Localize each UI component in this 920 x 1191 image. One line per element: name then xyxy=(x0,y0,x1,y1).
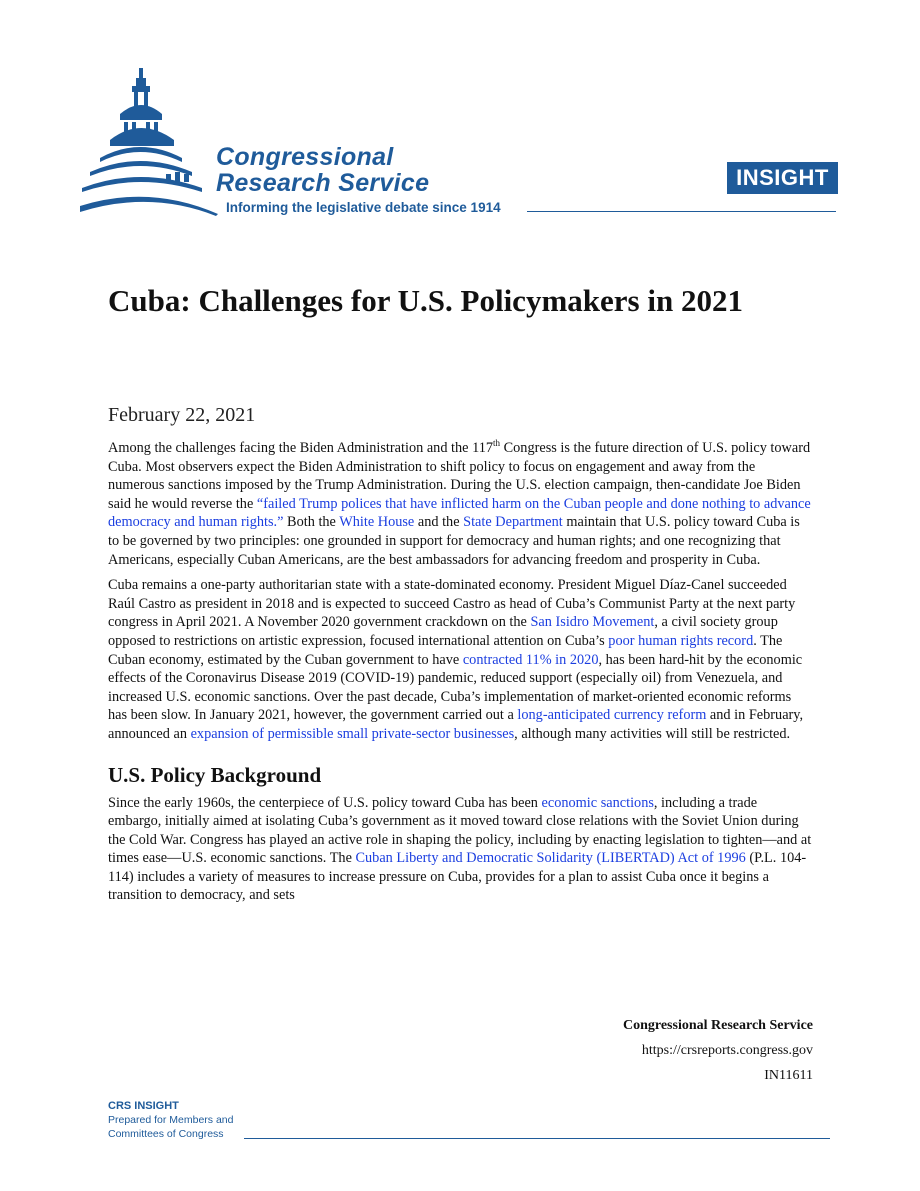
paragraph-3 xyxy=(108,794,813,906)
footer-crs-insight xyxy=(108,1099,233,1141)
footer-org: Congressional Research Service xyxy=(622,1018,813,1033)
footer-prepared-line1: Prepared for Members and xyxy=(108,1114,234,1126)
insight-badge: INSIGHT xyxy=(727,162,838,194)
link-human-rights-record[interactable]: poor human rights record xyxy=(608,632,754,649)
link-san-isidro-movement[interactable]: San Isidro Movement xyxy=(530,614,655,631)
document-date: February 22, 2021 xyxy=(108,404,256,426)
org-tagline: Informing the legislative debate since 1914 xyxy=(226,200,501,215)
footer-citation xyxy=(623,1013,813,1088)
org-name-line1: Congressional xyxy=(216,143,394,171)
text: Cuba remains a one-party authoritarian state with a state-dominated economy. President Miguel Díaz-Canel succeeded Raúl Castro as president in 2018 and is expected to succeed Castro as head of Cuba’s Communist Party at the next party congress in April 2021. A November 2020 government crackdown on the xyxy=(108,577,796,631)
text: , although many activities will still be restricted. xyxy=(514,725,791,742)
document-body xyxy=(108,439,813,912)
link-failed-trump-policies[interactable]: “failed Trump polices that have inflicted harm on the Cuban people and done nothing to advance democracy and human rights.” xyxy=(108,495,811,531)
text: (P.L. 104-114) includes a variety of measures to increase pressure on Cuba, provides for a plan to assist Cuba once it begins a transition to democracy, and sets xyxy=(108,850,807,904)
text: Among the challenges facing the Biden Administration and the 117 xyxy=(108,440,494,456)
link-contracted-11-percent[interactable]: contracted 11% in 2020 xyxy=(462,651,599,668)
footer-url[interactable]: https://crsreports.congress.gov xyxy=(641,1043,813,1058)
text: Both the xyxy=(283,514,340,531)
link-currency-reform[interactable]: long-anticipated currency reform xyxy=(517,707,707,724)
header-rule xyxy=(527,211,836,212)
footer-rule xyxy=(244,1138,830,1139)
text: , a civil society group opposed to restrictions on artistic expression, focused international attention on Cuba’s xyxy=(108,614,778,649)
link-private-sector-businesses[interactable]: expansion of permissible small private-sector businesses xyxy=(190,725,515,742)
link-white-house[interactable]: White House xyxy=(339,514,415,531)
text: and in February, announced an xyxy=(108,707,804,742)
footer-insight-label: CRS INSIGHT xyxy=(108,1100,179,1112)
section-heading-policy-background: U.S. Policy Background xyxy=(108,762,322,787)
text: , has been hard-hit by the economic effects of the Coronavirus Disease 2019 (COVID-19) pandemic, reduced support (especially oil) from Venezuela, and increased U.S. economic sanctions. Over the past decade, Cuba’s implementation of market-oriented economic reforms has been slow. In January 2021, however, the government carried out a xyxy=(108,651,803,724)
superscript: th xyxy=(493,438,501,449)
text: Congress is the future direction of U.S. policy toward Cuba. Most observers expect the Biden Administration to shift policy to focus on engagement and away from the numerous sanctions imposed by the Trump Administration. During the U.S. election campaign, then-candidate Joe Biden said he would reverse the xyxy=(108,440,811,512)
text: . The Cuban economy, estimated by the Cuban government to have xyxy=(108,632,783,668)
text: Since the early 1960s, the centerpiece of U.S. policy toward Cuba has been xyxy=(108,794,542,811)
text: and the xyxy=(414,514,464,531)
org-name xyxy=(216,144,429,196)
text: , including a trade embargo, initially aimed at isolating Cuba’s government as it moved toward close relations with the Soviet Union during the Cold War. Congress has played an active role in shaping the policy, including by enacting legislation to tighten—and at times ease—U.S. economic sanctions. The xyxy=(108,794,812,867)
paragraph-2 xyxy=(108,576,813,743)
link-economic-sanctions[interactable]: economic sanctions xyxy=(541,794,654,811)
paragraph-1 xyxy=(108,439,813,569)
org-name-line2: Research Service xyxy=(216,169,430,197)
document-title: Cuba: Challenges for U.S. Policymakers in 2021 xyxy=(108,283,743,318)
link-libertad-act[interactable]: Cuban Liberty and Democratic Solidarity (LIBERTAD) Act of 1996 xyxy=(355,850,746,867)
footer-prepared-line2: Committees of Congress xyxy=(108,1128,224,1140)
text: maintain that U.S. policy toward Cuba is to be governed by two principles: one grounded in support for democracy and human rights; and one recognizing that Americans, especially Cuban Americans, are the best ambassadors for advancing freedom and prosperity in Cuba. xyxy=(108,514,800,568)
footer-report-id: IN11611 xyxy=(764,1068,813,1083)
link-state-department[interactable]: State Department xyxy=(463,514,563,531)
